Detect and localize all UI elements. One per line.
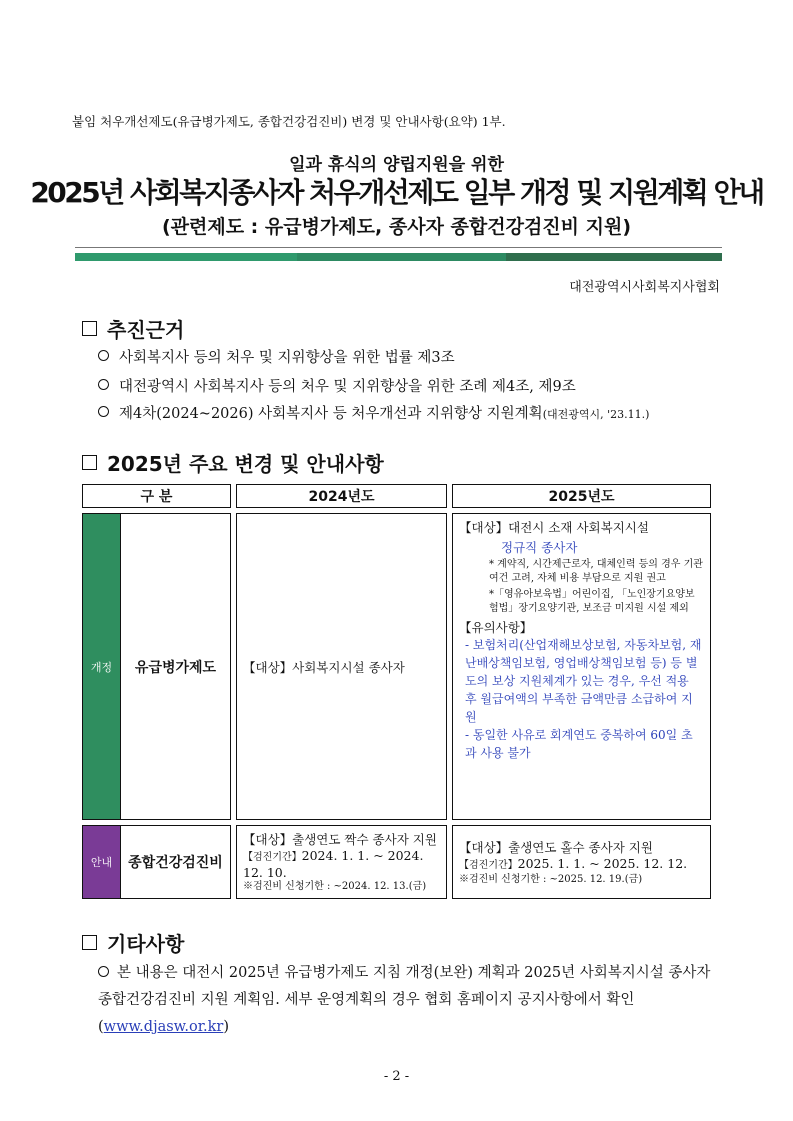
cell-2025 bbox=[453, 514, 711, 820]
cell-2024: 【대상】사회복지시설 종사자 bbox=[237, 514, 447, 820]
period-label: 【검진기간】 bbox=[459, 859, 518, 871]
paragraph-text: 본 내용은 대전시 2025년 유급병가제도 지침 개정(보완) 계획과 2025년 사회복지시설 종사자 종합건강검진비 지원 계획임. 세부 운영계획의 경우 협회 홈페이지 공지사항에서 확인( bbox=[98, 965, 711, 1035]
row-name: 종합건강검진비 bbox=[121, 826, 231, 899]
target-label: 【대상】 bbox=[459, 839, 509, 855]
target-text: 출생연도 짝수 종사자 지원 bbox=[292, 832, 437, 847]
document-title: 2025년 사회복지종사자 처우개선제도 일부 개정 및 지원계획 안내 bbox=[30, 176, 763, 209]
list-item-text: 제4차(2024~2026) 사회복지사 등 처우개선과 지위향상 지원계획 bbox=[119, 406, 543, 422]
list-item bbox=[98, 346, 455, 367]
list-item bbox=[98, 402, 649, 423]
section-heading-basis bbox=[82, 314, 184, 343]
section-heading-text: 기타사항 bbox=[107, 932, 185, 956]
period-text: 2025. 1. 1. ~ 2025. 12. 12. bbox=[517, 855, 688, 871]
homepage-link[interactable]: www.djasw.or.kr bbox=[103, 1019, 224, 1035]
list-item bbox=[98, 375, 576, 396]
cell-2024 bbox=[237, 826, 447, 899]
row-name: 유급병가제도 bbox=[121, 514, 231, 820]
target-text: 출생연도 홀수 종사자 지원 bbox=[508, 839, 653, 855]
circle-bullet-icon bbox=[98, 406, 109, 417]
attachment-note: 붙임 처우개선제도(유급병가제도, 종합건강검진비) 변경 및 안내사항(요약) 1부. bbox=[72, 114, 506, 129]
header-2025: 2025년도 bbox=[453, 485, 711, 508]
section-heading-text: 추진근거 bbox=[107, 318, 185, 342]
period-label: 【검진기간】 bbox=[243, 852, 302, 863]
title-bar-segment bbox=[297, 253, 506, 261]
table-header-row bbox=[83, 485, 711, 508]
target-label: 【대상】 bbox=[243, 832, 293, 847]
period-text: 2024. 1. 1. ~ 2024. 12. 10. bbox=[243, 848, 424, 880]
section-heading-changes bbox=[82, 448, 384, 477]
list-item-text: 사회복지사 등의 처우 및 지위향상을 위한 법률 제3조 bbox=[119, 350, 455, 366]
related-systems: (관련제도 : 유급병가제도, 종사자 종합건강검진비 지원) bbox=[161, 216, 632, 238]
caution-label: 【유의사항】 bbox=[459, 620, 533, 635]
page-number: - 2 - bbox=[383, 1069, 410, 1084]
title-rule bbox=[75, 247, 722, 248]
deadline-text: ※검진비 신청기한 : ~2025. 12. 19.(금) bbox=[459, 873, 643, 885]
document-subtitle: 일과 휴식의 양립지원을 위한 bbox=[289, 155, 504, 175]
paragraph-end: ) bbox=[223, 1019, 230, 1035]
footnote: *「영유아보육법」어린이집, 「노인장기요양보험법」장기요양기관, 보조금 미지원 시설 제외 bbox=[489, 589, 695, 614]
section-heading-text: 2025년 주요 변경 및 안내사항 bbox=[107, 452, 384, 476]
header-2024: 2024년도 bbox=[237, 485, 447, 508]
table-row bbox=[83, 826, 711, 899]
square-bullet-icon bbox=[82, 321, 97, 336]
status-badge: 안내 bbox=[83, 826, 121, 899]
footnote: * 계약직, 시간제근로자, 대체인력 등의 경우 기관 여건 고려, 자체 비용 부담으로 지원 권고 bbox=[489, 559, 703, 584]
organization-name: 대전광역시사회복지사협회 bbox=[569, 280, 720, 295]
circle-bullet-icon bbox=[98, 966, 109, 977]
caution-item: - 보험처리(산업재해보상보험, 자동차보험, 재난배상책임보험, 영업배상책임보험 등) 등 별도의 보상 지원체계가 있는 경우, 우선 적용 후 월급여액의 부족한 금액만큼 소급하여 지원 bbox=[465, 638, 702, 724]
title-bar-segment bbox=[75, 253, 297, 261]
cell-2025 bbox=[453, 826, 711, 899]
other-paragraph bbox=[98, 960, 728, 1041]
list-item-note: (대전광역시, '23.11.) bbox=[542, 408, 650, 421]
status-badge: 개정 bbox=[83, 514, 121, 820]
title-bar-segment bbox=[506, 253, 722, 261]
list-item-text: 대전광역시 사회복지사 등의 처우 및 지위향상을 위한 조례 제4조, 제9조 bbox=[119, 379, 576, 395]
changes-table bbox=[82, 484, 711, 899]
header-category: 구 분 bbox=[83, 485, 231, 508]
target-label: 【대상】 bbox=[459, 520, 509, 535]
caution-item: - 동일한 사유로 회계연도 중복하여 60일 초과 사용 불가 bbox=[465, 728, 693, 760]
circle-bullet-icon bbox=[98, 379, 109, 390]
target-text: 대전시 소재 사회복지시설 bbox=[508, 520, 649, 535]
square-bullet-icon bbox=[82, 455, 97, 470]
square-bullet-icon bbox=[82, 935, 97, 950]
deadline-text: ※검진비 신청기한 : ~2024. 12. 13.(금) bbox=[243, 881, 427, 892]
target-text-2: 정규직 종사자 bbox=[501, 540, 578, 555]
section-heading-other bbox=[82, 928, 184, 957]
table-row bbox=[83, 514, 711, 820]
circle-bullet-icon bbox=[98, 350, 109, 361]
